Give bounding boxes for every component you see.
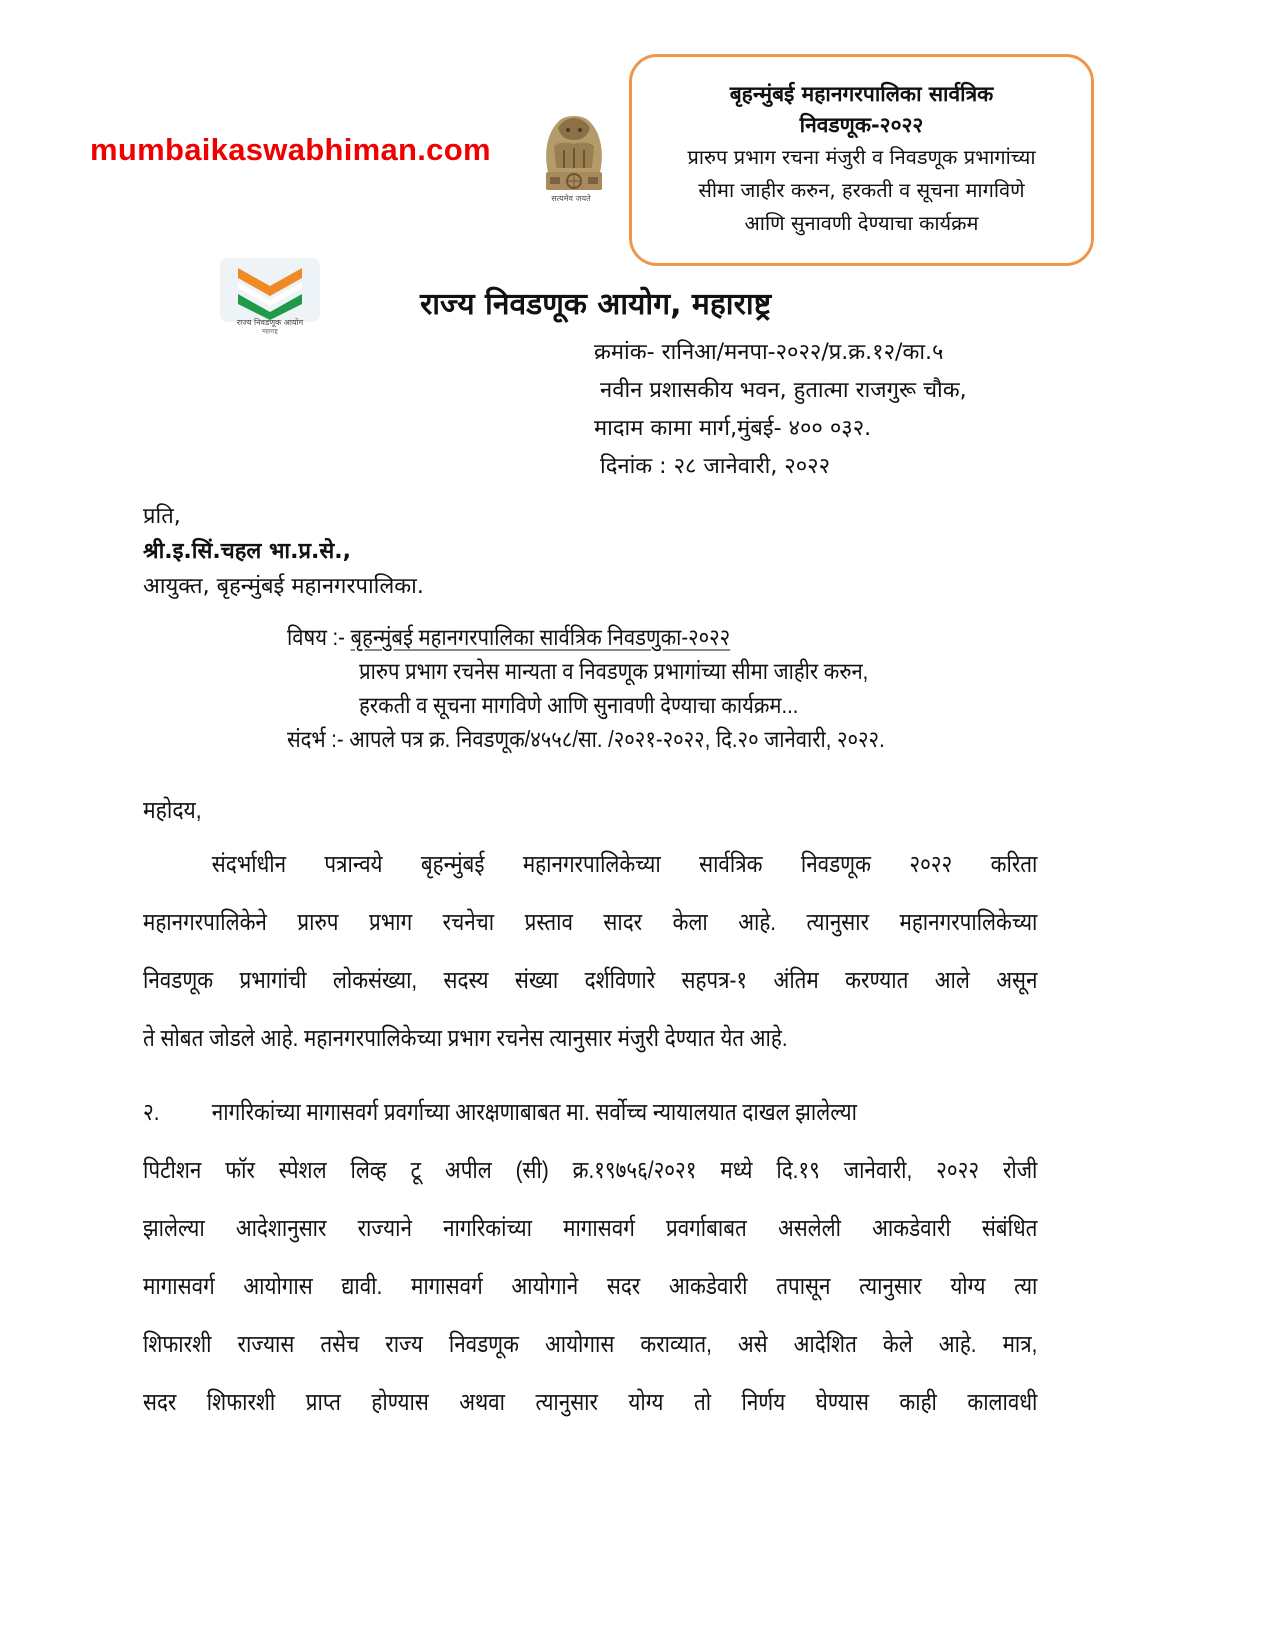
- paragraph-2-line: मागासवर्ग आयोगास द्यावी. मागासवर्ग आयोगाने सदर आकडेवारी तपासून त्यानुसार योग्य त्या: [143, 1273, 1038, 1300]
- subject-block: [287, 620, 885, 756]
- paragraph-2-number: २.: [143, 1099, 160, 1126]
- subject-line2: प्रारुप प्रभाग रचनेस मान्यता व निवडणूक प्रभागांच्या सीमा जाहीर करुन,: [359, 658, 869, 684]
- notice-title-line2: निवडणूक-२०२२: [799, 113, 924, 137]
- reference-text: आपले पत्र क्र. निवडणूक/४५५८/सा. /२०२१-२०२२, दि.२० जानेवारी, २०२२.: [349, 726, 885, 752]
- salutation: महोदय,: [143, 797, 202, 824]
- paragraph-1-line: ते सोबत जोडले आहे. महानगरपालिकेच्या प्रभाग रचनेस त्यानुसार मंजुरी देण्यात येत आहे.: [143, 1025, 788, 1052]
- address-line2: मादाम कामा मार्ग,मुंबई- ४०० ०३२.: [594, 416, 872, 441]
- paragraph-1-line: महानगरपालिकेने प्रारुप प्रभाग रचनेचा प्रस्ताव सादर केला आहे. त्यानुसार महानगरपालिकेच्या: [143, 909, 1038, 936]
- emblem-motto: सत्यमेव जयते: [551, 194, 591, 203]
- paragraph-1-line: निवडणूक प्रभागांची लोकसंख्या, सदस्य संख्या दर्शविणारे सहपत्र-१ अंतिम करण्यात आले असून: [143, 967, 1038, 994]
- paragraph-2-line: नागरिकांच्या मागासवर्ग प्रवर्गाच्या आरक्षणाबाबत मा. सर्वोच्च न्यायालयात दाखल झालेल्या: [211, 1099, 858, 1126]
- letter-date: दिनांक : २८ जानेवारी, २०२२: [600, 454, 831, 479]
- reference-label: संदर्भ :-: [287, 726, 344, 752]
- paragraph-1: [143, 836, 1037, 1068]
- notice-line5: आणि सुनावणी देण्याचा कार्यक्रम: [744, 211, 979, 235]
- notice-box: [629, 54, 1094, 266]
- paragraph-2-line: झालेल्या आदेशानुसार राज्याने नागरिकांच्या मागासवर्ग प्रवर्गाबाबत असलेली आकडेवारी संबंधित: [143, 1215, 1038, 1242]
- recipient-designation: आयुक्त, बृहन्मुंबई महानगरपालिका.: [143, 574, 424, 599]
- sec-logo-subcaption: महाराष्ट्र: [262, 328, 278, 335]
- sec-logo-caption: राज्य निवडणूक आयोग: [236, 318, 304, 327]
- state-election-commission-logo-icon: [220, 258, 320, 322]
- recipient-prefix: प्रति,: [143, 504, 181, 529]
- paragraph-2-line: पिटीशन फॉर स्पेशल लिव्ह टू अपील (सी) क्र.१९७५६/२०२१ मध्ये दि.१९ जानेवारी, २०२२ रोजी: [143, 1157, 1038, 1184]
- notice-title-line1: बृहन्मुंबई महानगरपालिका सार्वत्रिक: [729, 82, 994, 106]
- subject-line1: बृहन्मुंबई महानगरपालिका सार्वत्रिक निवडणुका-२०२२: [350, 624, 731, 650]
- address-line1: नवीन प्रशासकीय भवन, हुतात्मा राजगुरू चौक,: [600, 378, 967, 403]
- notice-line3: प्रारुप प्रभाग रचना मंजुरी व निवडणूक प्रभागांच्या: [687, 145, 1036, 169]
- paragraph-2-line: सदर शिफारशी प्राप्त होण्यास अथवा त्यानुसार योग्य तो निर्णय घेण्यास काही कालावधी: [143, 1389, 1038, 1416]
- recipient-name: श्री.इ.सिं.चहल भा.प्र.से.,: [143, 539, 351, 564]
- paragraph-2: [143, 1084, 1037, 1432]
- paragraph-1-line: संदर्भाधीन पत्रान्वये बृहन्मुंबई महानगरपालिकेच्या सार्वत्रिक निवडणूक २०२२ करिता: [211, 851, 1038, 878]
- subject-line3: हरकती व सूचना मागविणे आणि सुनावणी देण्याचा कार्यक्रम...: [359, 692, 799, 718]
- subject-label: विषय :-: [287, 624, 345, 650]
- notice-line4: सीमा जाहीर करुन, हरकती व सूचना मागविणे: [698, 178, 1025, 202]
- paragraph-2-line: शिफारशी राज्यास तसेच राज्य निवडणूक आयोगास कराव्यात, असे आदेशित केले आहे. मात्र,: [143, 1331, 1038, 1358]
- website-watermark: mumbaikaswabhiman.com: [90, 132, 491, 167]
- reference-number: क्रमांक- रानिआ/मनपा-२०२२/प्र.क्र.१२/का.५: [594, 340, 944, 365]
- org-title: राज्य निवडणूक आयोग, महाराष्ट्र: [420, 287, 772, 322]
